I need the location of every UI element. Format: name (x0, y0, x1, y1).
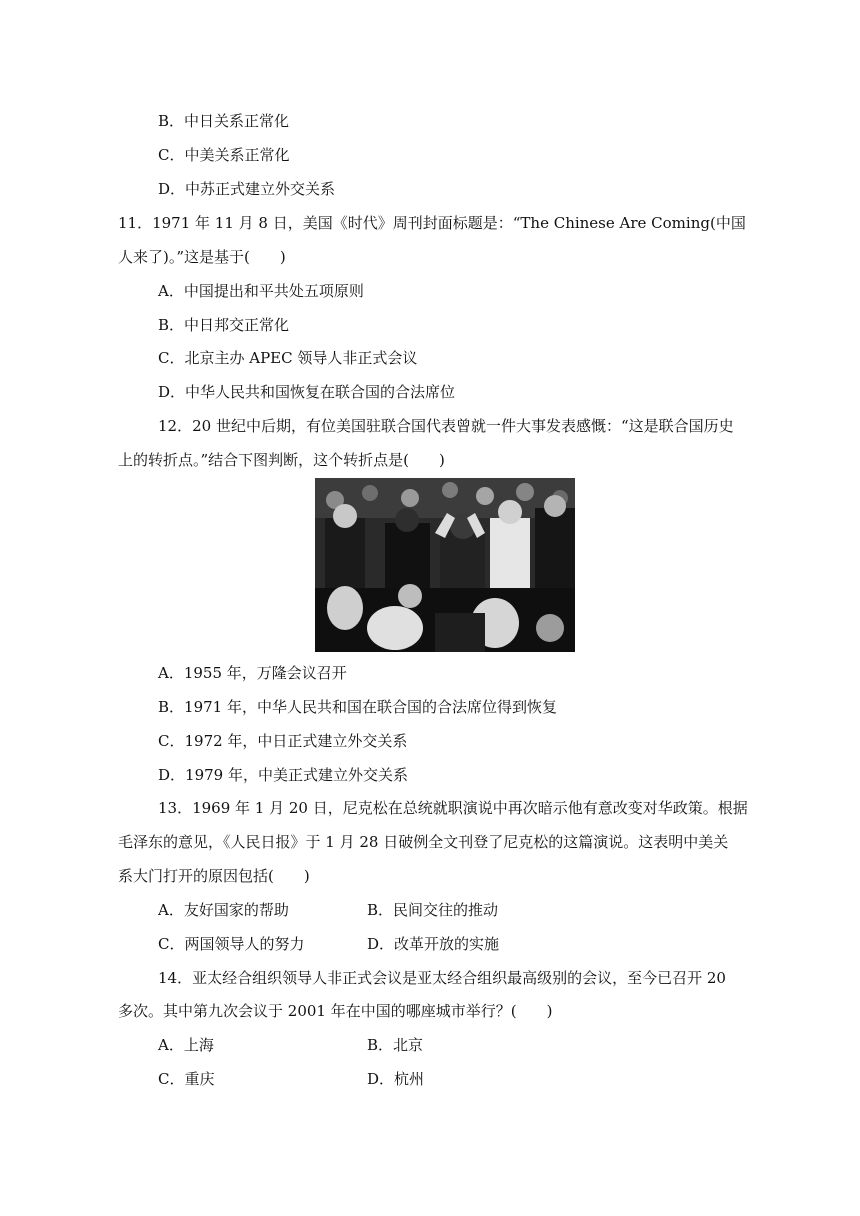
q12-option-a: A．1955 年，万隆会议召开 (158, 664, 347, 682)
q11-option-d: D．中华人民共和国恢复在联合国的合法席位 (158, 383, 456, 401)
q14-option-a: A．上海 (158, 1036, 214, 1054)
q13-stem-line3: 系大门打开的原因包括( ) (118, 867, 310, 885)
q14-stem-line2: 多次。其中第九次会议于 2001 年在中国的哪座城市举行？( ) (118, 1002, 553, 1020)
q13-option-b: B．民间交往的推动 (367, 901, 499, 919)
q11-option-b: B．中日邦交正常化 (158, 316, 290, 334)
q13-option-a: A．友好国家的帮助 (158, 901, 289, 919)
q10-option-d: D．中苏正式建立外交关系 (158, 180, 336, 198)
q11-option-c: C．北京主办 APEC 领导人非正式会议 (158, 349, 418, 367)
q14-option-c: C．重庆 (158, 1070, 215, 1088)
q13-stem-line2: 毛泽东的意见，《人民日报》于 1 月 28 日破例全文刊登了尼克松的这篇演说。这表明中美关 (118, 833, 729, 851)
q10-option-c: C．中美关系正常化 (158, 146, 290, 164)
un-assembly-photo (315, 478, 575, 652)
q13-stem-line1: 13．1969 年 1 月 20 日，尼克松在总统就职演说中再次暗示他有意改变对华政策。根据 (158, 799, 748, 817)
q12-option-c: C．1972 年，中日正式建立外交关系 (158, 732, 408, 750)
photo-illustration (315, 478, 575, 652)
q12-option-b: B．1971 年，中华人民共和国在联合国的合法席位得到恢复 (158, 698, 557, 716)
q12-stem-line1: 12．20 世纪中后期，有位美国驻联合国代表曾就一件大事发表感慨：“这是联合国历史 (158, 417, 734, 435)
q11-stem-line1: 11．1971 年 11 月 8 日，美国《时代》周刊封面标题是：“The Chinese Are Coming(中国 (118, 214, 746, 232)
q14-option-d: D．杭州 (367, 1070, 425, 1088)
q14-stem-line1: 14．亚太经合组织领导人非正式会议是亚太经合组织最高级别的会议，至今已召开 20 (158, 969, 726, 987)
q11-option-a: A．中国提出和平共处五项原则 (158, 282, 364, 300)
q12-stem-line2: 上的转折点。”结合下图判断，这个转折点是( ) (118, 451, 445, 469)
q14-option-b: B．北京 (367, 1036, 424, 1054)
q11-stem-line2: 人来了)。”这是基于( ) (118, 248, 286, 266)
q12-option-d: D．1979 年，中美正式建立外交关系 (158, 766, 408, 784)
q13-option-d: D．改革开放的实施 (367, 935, 500, 953)
q10-option-b: B．中日关系正常化 (158, 112, 290, 130)
q13-option-c: C．两国领导人的努力 (158, 935, 305, 953)
